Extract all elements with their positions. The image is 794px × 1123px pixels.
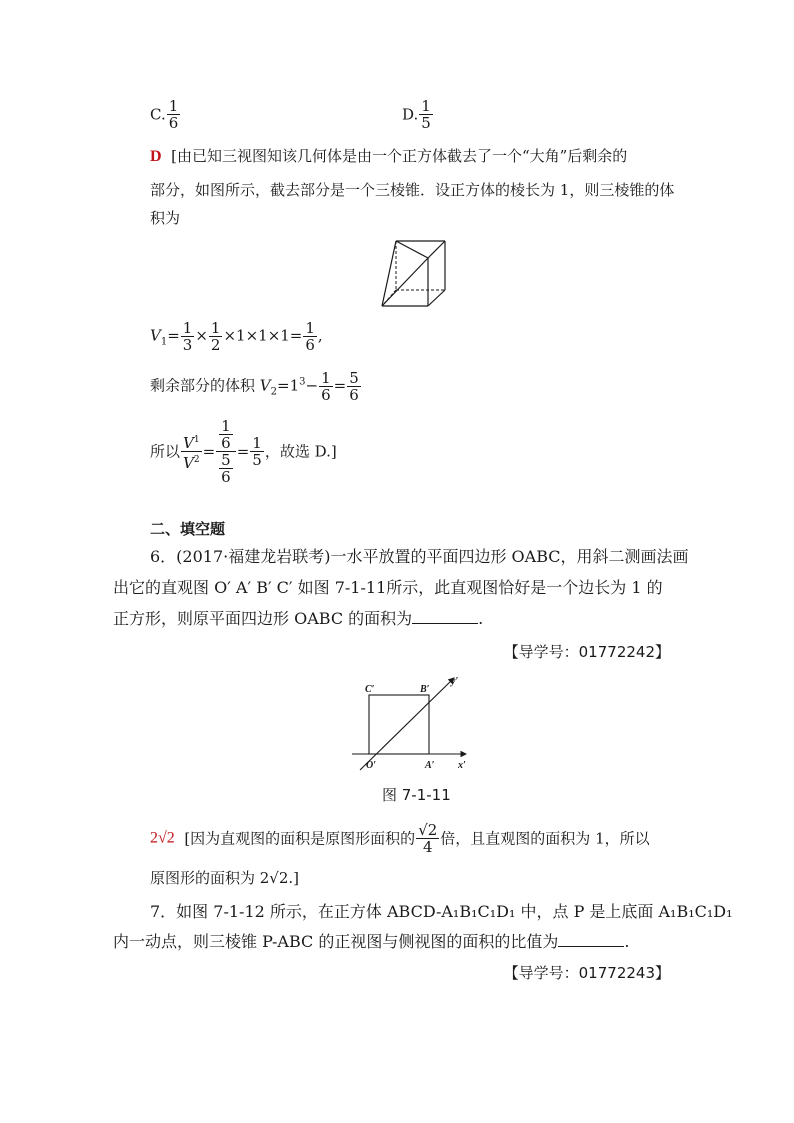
q7-line1: 7．如图 7-1-12 所示，在正方体 ABCD-A₁B₁C₁D₁ 中，点 P 是上底面 A₁B₁C₁D₁ [150,902,733,921]
option-d-label: D. [402,105,419,124]
label-c: C′ [365,684,375,695]
v1-formula: $V_1=$ $\frac{1}{3}$ × $\frac{1}{2}$ ×1×1×1= $\frac{1}{6}$ , [150,319,323,354]
v1-frac-2: $\frac{1}{2}$ [210,319,221,354]
label-o: O′ [366,760,377,771]
q6-answer: 2√2 [150,829,175,847]
q5-solution-line3: 积为 [150,209,181,227]
option-c-fraction: $\frac{1}{6}$ [168,97,179,132]
figure-7-1-11 [348,674,474,774]
q6-line3: 正方形，则原平面四边形 OABC 的面积为 . [113,609,484,628]
q6-answer-blank [412,609,478,624]
q5-solution-line2: 部分，如图所示，截去部分是一个三棱锥．设正方体的棱长为 1，则三棱锥的体 [150,181,675,199]
option-c-label: C. [150,105,166,124]
option-d-fraction: $\frac{1}{5}$ [421,97,431,132]
v1-frac-1: $\frac{1}{3}$ [182,319,193,354]
v1-frac-3: $\frac{1}{6}$ [305,319,315,354]
v2-frac-1: $\frac{1}{6}$ [321,369,331,404]
v2-frac-2: $\frac{5}{6}$ [349,369,359,404]
q6-answer-fraction: $\frac{√2}{4}$ [418,821,438,856]
q6-line2: 出它的直观图 O′ A′ B′ C′ 如图 7-1-11所示，此直观图恰好是一个边长为 1 的 [113,578,663,597]
label-a: A′ [425,760,435,771]
ratio-formula: 所以 $\frac{V^1}{V^2}$ = $\frac{\frac{1}{6}}{\frac{5}{6}}$ = $\frac{1}{5}$ ，故选 D.] [150,417,337,486]
option-c [150,98,181,131]
cube-figure [378,238,448,310]
q7-answer-blank [558,932,624,947]
label-b: B′ [420,684,430,695]
q6-solution-line2: 原图形的面积为 2√2.] [150,869,300,887]
q5-answer: D [150,148,162,165]
q6-line1: 6．(2017·福建龙岩联考)一水平放置的平面四边形 OABC，用斜二测画法画 [150,547,689,566]
q7-guide-number: 【导学号：01772243】 [503,964,670,982]
figure-caption: 图 7-1-11 [382,786,451,804]
q6-guide-number: 【导学号：01772242】 [503,643,670,661]
q5-solution-line1: D [由已知三视图知该几何体是由一个正方体截去了一个“大角”后剩余的 [150,147,628,165]
v2-formula: 剩余部分的体积 $V_2=1^3-$ $\frac{1}{6}$ = $\frac{5}{6}$ [150,369,359,404]
option-d [402,98,434,131]
q6-solution-line1: 2√2 [因为直观图的面积是原图形面积的 $\frac{√2}{4}$ 倍，且直观图的面积为 1，所以 [150,821,650,856]
q7-line2: 内一动点，则三棱锥 P-ABC 的正视图与侧视图的面积的比值为 . [113,932,630,951]
ratio-result: $\frac{1}{5}$ [252,434,262,469]
label-y: y′ [451,676,459,687]
ratio-compound-fraction: $\frac{\frac{1}{6}}{\frac{5}{6}}$ [216,418,236,485]
label-x: x′ [458,760,466,771]
section-title: 二、填空题 [150,520,226,538]
ratio-v1-v2: $\frac{V^1}{V^2}$ [183,434,200,472]
